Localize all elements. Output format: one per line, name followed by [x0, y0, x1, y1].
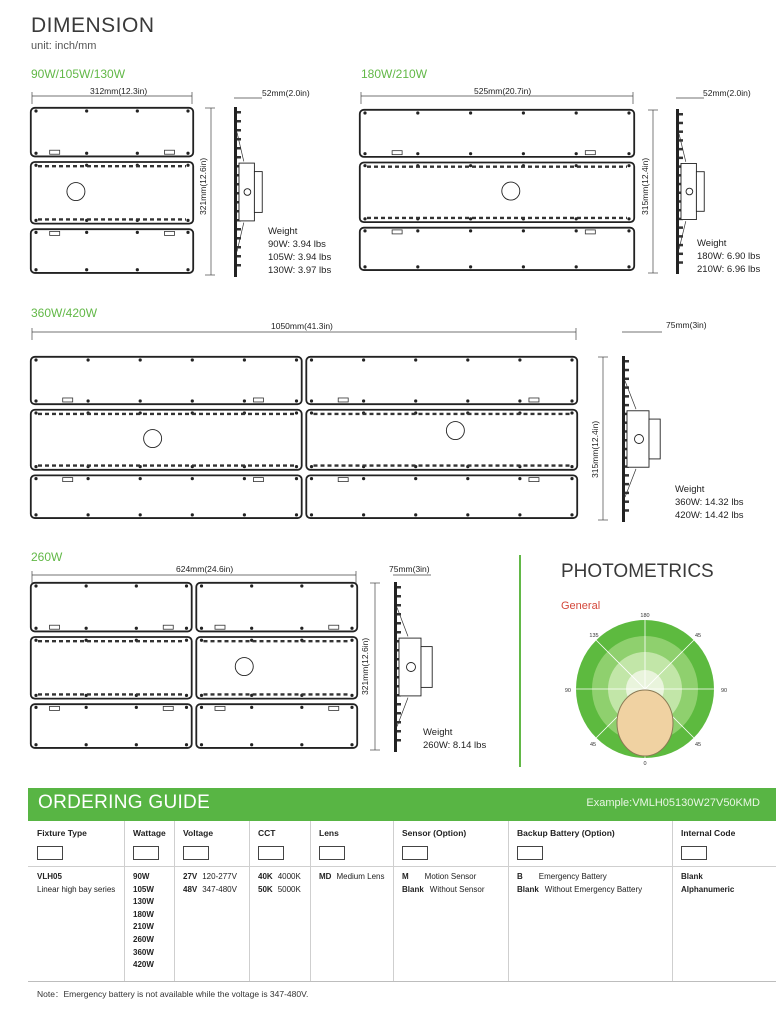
option-row — [37, 871, 62, 884]
option-code: 420W — [133, 960, 154, 970]
table-column-divider — [310, 821, 311, 981]
option-description: Linear high bay series — [37, 884, 116, 894]
option-description: 5000K — [277, 884, 301, 894]
option-description: Medium Lens — [336, 872, 385, 881]
polar-angle-label: 0 — [643, 761, 647, 767]
polar-angle-label: 45 — [694, 633, 702, 639]
header-rule — [249, 866, 310, 867]
weight-value: 420W: 14.42 lbs — [675, 510, 744, 521]
option-row — [681, 884, 734, 897]
column-header: Lens — [319, 828, 339, 838]
header-rule — [508, 866, 672, 867]
table-column-divider — [508, 821, 509, 981]
option-row — [133, 934, 154, 947]
option-code: 105W — [133, 884, 154, 894]
option-row — [258, 884, 301, 897]
column-header: Fixture Type — [37, 828, 87, 838]
option-row — [133, 884, 154, 897]
polar-angle-label: 135 — [589, 633, 599, 639]
code-entry-box — [319, 846, 345, 860]
option-row — [133, 909, 154, 922]
section-divider — [519, 555, 521, 767]
ordering-note: Note：Emergency battery is not available while the voltage is 347-480V. — [37, 989, 309, 999]
dimension-unit: unit: inch/mm — [31, 40, 97, 52]
ordering-guide-title: ORDERING GUIDE — [38, 792, 211, 813]
option-code: Alphanumeric — [681, 884, 735, 894]
option-row — [319, 871, 384, 884]
option-row — [133, 871, 149, 884]
table-column-divider — [672, 821, 673, 981]
polar-angle-label: 45 — [694, 742, 702, 748]
dimension-title: DIMENSION — [31, 14, 155, 37]
option-code: 40K — [258, 872, 273, 881]
option-code: 130W — [133, 897, 154, 907]
weight-title: Weight — [423, 727, 453, 738]
depth-dim-260w: 75mm(3in) — [389, 564, 430, 574]
option-code: 48V — [183, 884, 198, 894]
option-description: 4000K — [277, 872, 301, 881]
width-dim-260w: 624mm(24.6in) — [176, 564, 234, 574]
column-header: Backup Battery (Option) — [517, 828, 615, 838]
option-description: Emergency Battery — [538, 872, 607, 881]
height-dim-90w: 321mm(12.6in) — [198, 157, 208, 215]
header-rule — [124, 866, 174, 867]
column-header: Internal Code — [681, 828, 736, 838]
polar-distribution-chart — [564, 613, 728, 767]
option-description: 347-480V — [202, 884, 237, 894]
option-row — [133, 959, 154, 972]
header-rule — [310, 866, 393, 867]
option-code: B — [517, 872, 523, 881]
option-code: Blank — [402, 884, 424, 894]
option-description: Motion Sensor — [424, 872, 477, 881]
option-row — [37, 884, 115, 897]
header-rule — [672, 866, 776, 867]
option-code: 50K — [258, 884, 273, 894]
width-dim-90w: 312mm(12.3in) — [90, 86, 148, 96]
height-dim-260w: 321mm(12.6in) — [360, 637, 370, 695]
polar-angle-label: 90 — [721, 688, 728, 694]
option-description: 120-277V — [202, 872, 237, 881]
column-header: CCT — [258, 828, 276, 838]
table-column-divider — [124, 821, 125, 981]
weight-value: 105W: 3.94 lbs — [268, 252, 332, 263]
column-header: Wattage — [133, 828, 166, 838]
table-column-divider — [174, 821, 175, 981]
option-description: Without Sensor — [429, 884, 485, 894]
column-header: Sensor (Option) — [402, 828, 467, 838]
table-column-divider — [249, 821, 250, 981]
group-label-180w: 180W/210W — [361, 67, 428, 81]
option-code: 180W — [133, 909, 154, 919]
code-entry-box — [402, 846, 428, 860]
ordering-guide-bar — [28, 788, 776, 821]
option-description: Without Emergency Battery — [544, 884, 643, 894]
option-code: 90W — [133, 872, 150, 881]
group-label-360w: 360W/420W — [31, 306, 98, 320]
weight-title: Weight — [268, 226, 298, 237]
weight-title: Weight — [697, 238, 727, 249]
option-row — [258, 871, 301, 884]
weight-value: 90W: 3.94 lbs — [268, 239, 326, 250]
option-row — [517, 871, 607, 884]
ordering-example: Example:VMLH05130W27V50KMD — [586, 797, 760, 809]
option-row — [402, 884, 485, 897]
column-header: Voltage — [183, 828, 214, 838]
option-code: MD — [319, 872, 332, 881]
weight-title: Weight — [675, 484, 705, 495]
option-code: 27V — [183, 872, 198, 881]
polar-angle-label: 45 — [589, 742, 597, 748]
weight-value: 260W: 8.14 lbs — [423, 740, 487, 751]
option-row — [681, 871, 703, 884]
option-row — [133, 947, 154, 960]
code-entry-box — [133, 846, 159, 860]
option-row — [402, 871, 476, 884]
option-row — [133, 896, 154, 909]
depth-dim-180w: 52mm(2.0in) — [703, 88, 751, 98]
code-entry-box — [681, 846, 707, 860]
option-code: 260W — [133, 935, 154, 944]
option-row — [133, 921, 154, 934]
option-code: Blank — [517, 884, 539, 894]
code-entry-box — [517, 846, 543, 860]
width-dim-180w: 525mm(20.7in) — [474, 86, 532, 96]
weight-value: 360W: 14.32 lbs — [675, 497, 744, 508]
photometrics-subtitle: General — [561, 600, 601, 612]
table-bottom-rule — [28, 981, 776, 982]
option-code: 210W — [133, 922, 154, 932]
header-rule — [393, 866, 508, 867]
option-row — [517, 884, 642, 897]
option-code: M — [402, 872, 409, 881]
weight-value: 210W: 6.96 lbs — [697, 264, 761, 275]
depth-dim-360w: 75mm(3in) — [666, 320, 707, 330]
depth-dim-90w: 52mm(2.0in) — [262, 88, 310, 98]
weight-value: 130W: 3.97 lbs — [268, 265, 332, 276]
table-column-divider — [393, 821, 394, 981]
option-code: VLH05 — [37, 872, 62, 881]
width-dim-360w: 1050mm(41.3in) — [271, 321, 333, 331]
height-dim-360w: 315mm(12.4in) — [590, 420, 600, 478]
option-code: 360W — [133, 947, 154, 957]
weight-value: 180W: 6.90 lbs — [697, 251, 761, 262]
code-entry-box — [183, 846, 209, 860]
group-label-260w: 260W — [31, 550, 63, 564]
polar-angle-label: 180 — [640, 613, 650, 619]
height-dim-180w: 315mm(12.4in) — [640, 157, 650, 215]
option-row — [183, 884, 237, 897]
code-entry-box — [37, 846, 63, 860]
code-entry-box — [258, 846, 284, 860]
polar-angle-label: 90 — [564, 688, 571, 694]
group-label-90w: 90W/105W/130W — [31, 67, 126, 81]
header-rule — [28, 866, 124, 867]
option-row — [183, 871, 237, 884]
header-rule — [174, 866, 249, 867]
photometrics-title: PHOTOMETRICS — [561, 561, 714, 582]
option-code: Blank — [681, 872, 703, 881]
